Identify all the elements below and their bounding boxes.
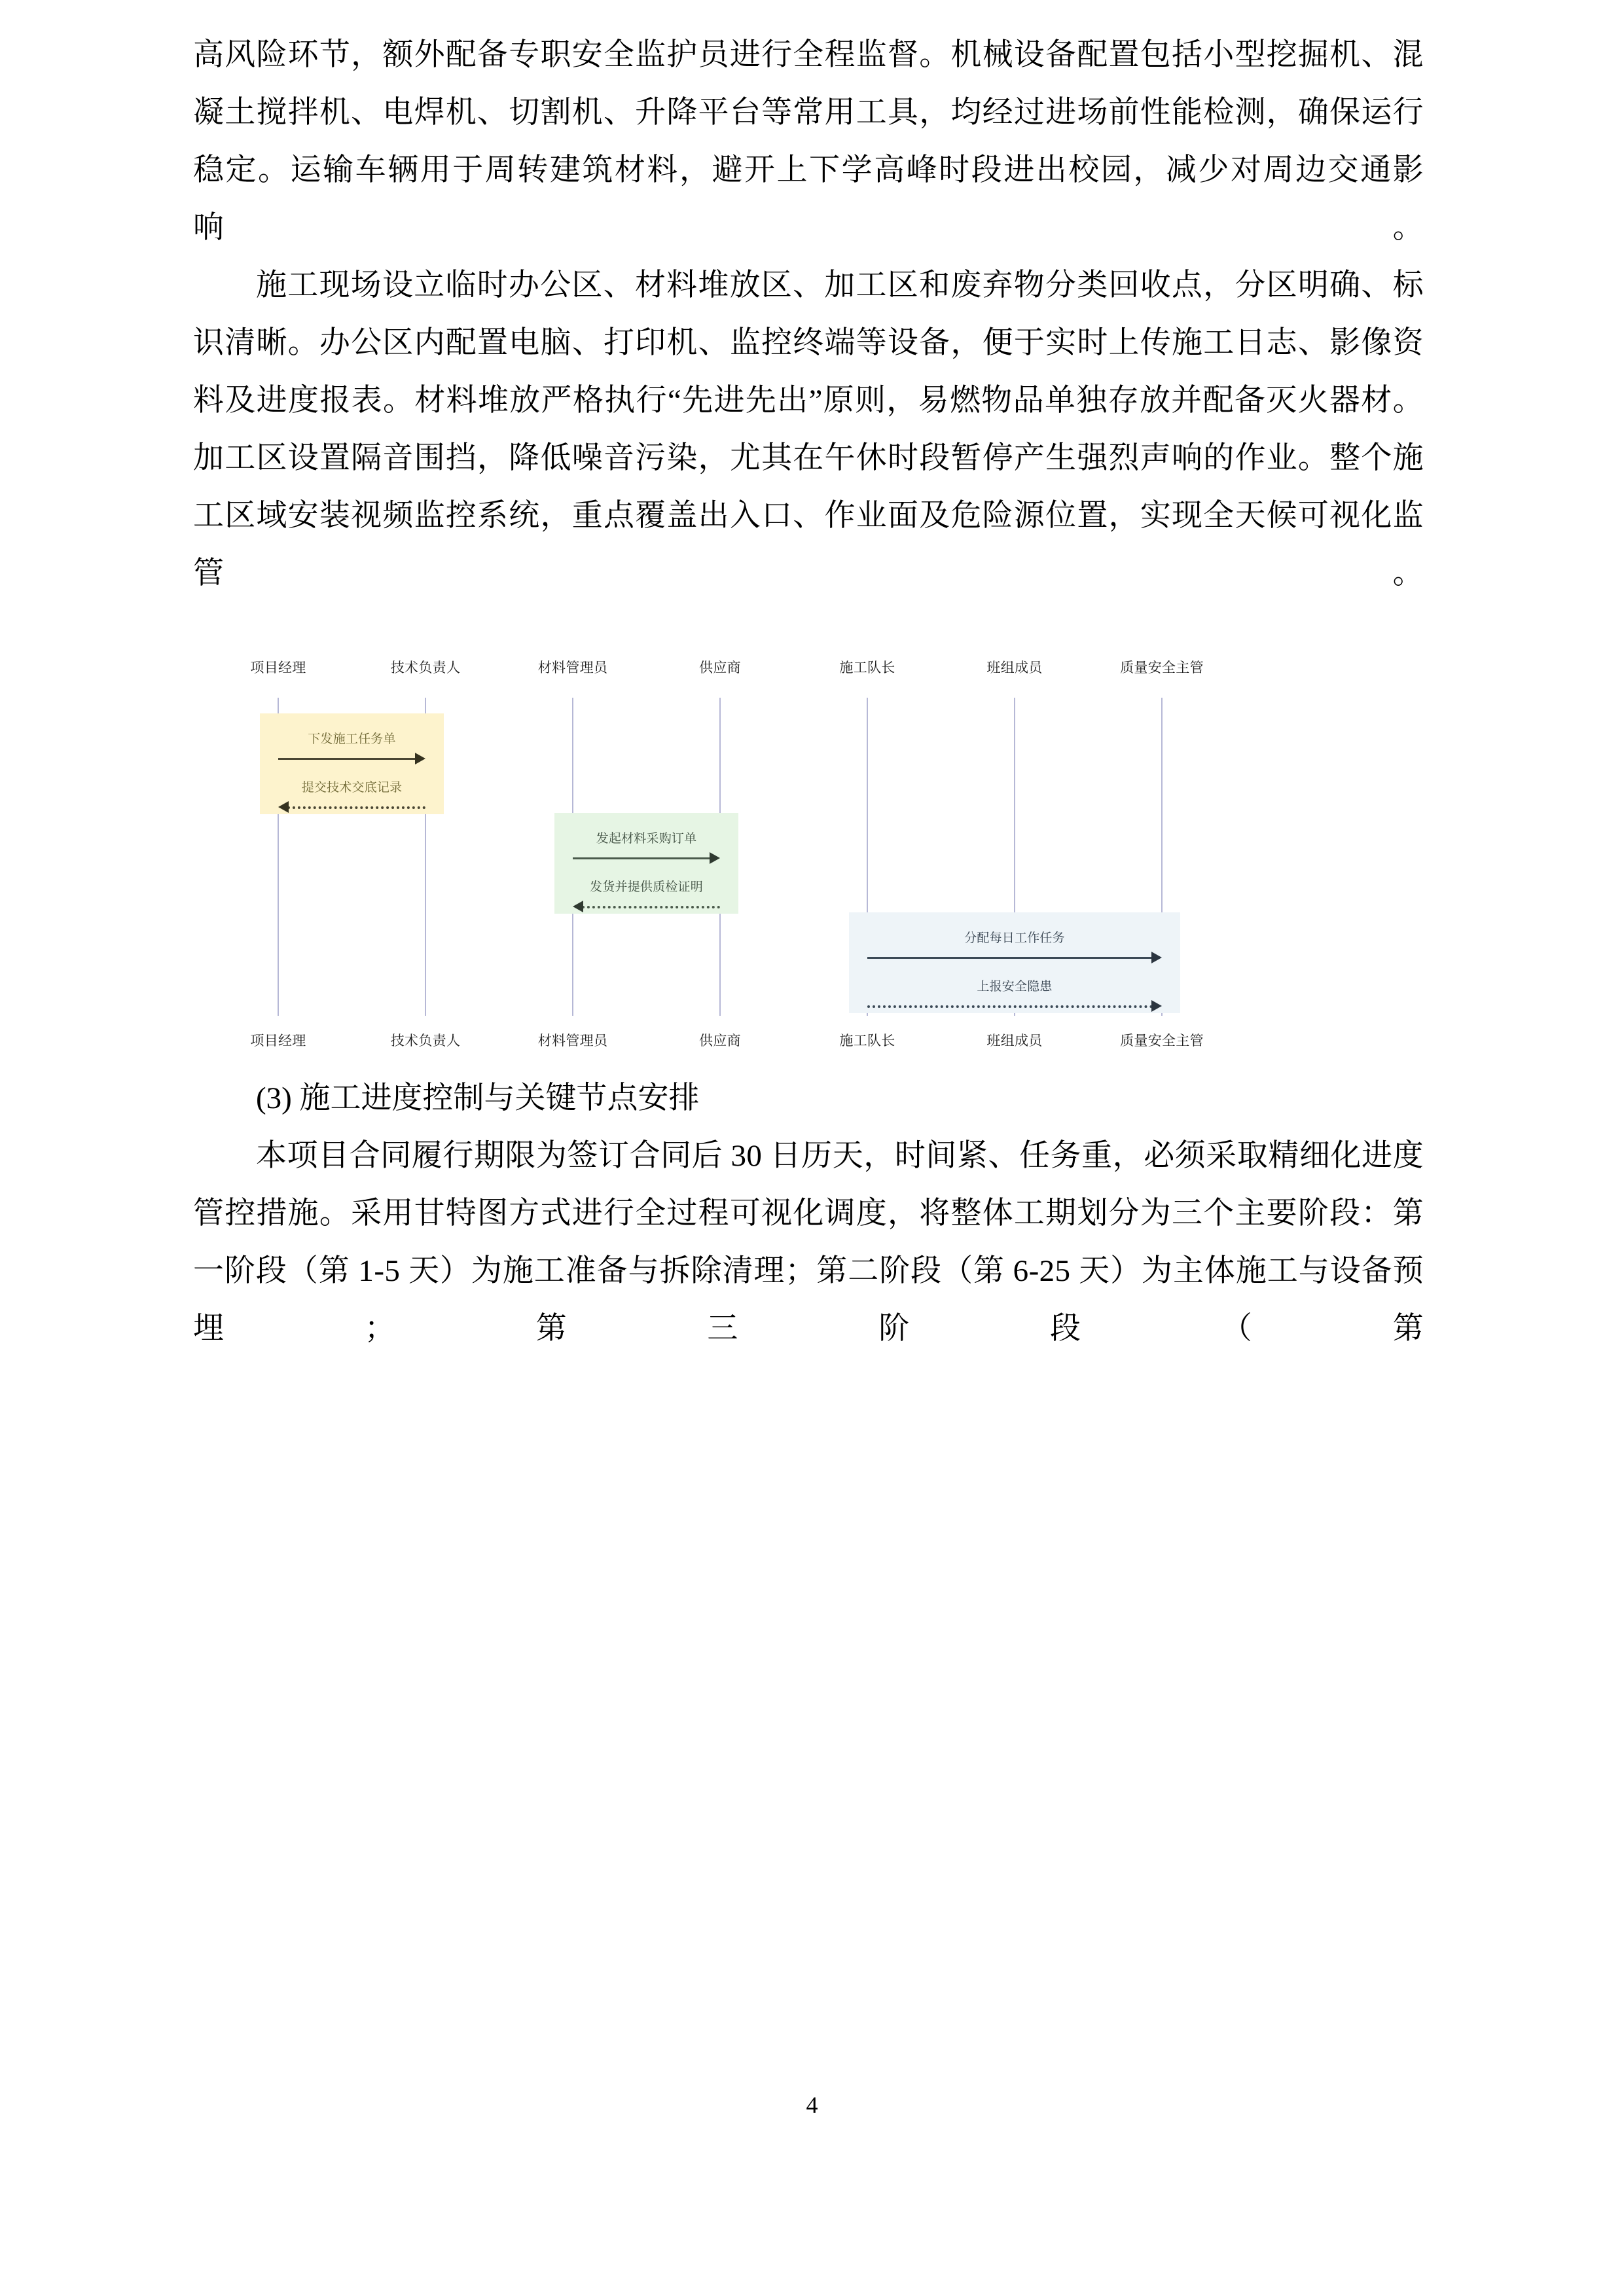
page-number: 4 bbox=[806, 2092, 818, 2118]
sequence-diagram-figure bbox=[193, 657, 1424, 1050]
message-label-group-daily-operations-0: 分配每日工作任务 bbox=[964, 931, 1065, 945]
message-arrowhead-group-daily-operations-0 bbox=[1151, 952, 1162, 963]
message-line-group-daily-operations-1 bbox=[867, 1005, 1153, 1008]
section-heading-schedule-control: (3) 施工进度控制与关键节点安排 bbox=[256, 1081, 700, 1115]
message-label-group-material-procurement-1: 发货并提供质检证明 bbox=[590, 880, 703, 894]
actor-label-top-qa: 质量安全主管 bbox=[1120, 660, 1204, 675]
message-line-group-material-procurement-1 bbox=[582, 906, 720, 908]
paragraph-equipment-and-transport: 高风险环节，额外配备专职安全监护员进行全程监督。机械设备配置包括小型挖掘机、混凝土搅拌机、电焊机、切割机、升降平台等常用工具，均经过进场前性能检测，确保运行稳定。运输车辆用于周转建筑材料，避开上下学高峰时段进出校园，减少对周边交通影响。 bbox=[193, 38, 1424, 245]
message-label-group-task-assignment-0: 下发施工任务单 bbox=[308, 732, 396, 746]
paragraph-site-zoning-and-monitoring: 施工现场设立临时办公区、材料堆放区、加工区和废弃物分类回收点，分区明确、标识清晰。办公区内配置电脑、打印机、监控终端等设备，便于实时上传施工日志、影像资料及进度报表。材料堆放严格执行“先进先出”原则，易燃物品单独存放并配备灭火器材。加工区设置隔音围挡，降低噪音污染，尤其在午休时段暂停产生强烈声响的作业。整个施工区域安装视频监控系统，重点覆盖出入口、作业面及危险源位置，实现全天候可视化监管。 bbox=[193, 268, 1424, 590]
message-arrowhead-group-material-procurement-0 bbox=[710, 852, 720, 864]
message-label-group-material-procurement-0: 发起材料采购订单 bbox=[596, 832, 697, 846]
message-arrowhead-group-task-assignment-0 bbox=[415, 753, 425, 764]
page-content bbox=[193, 26, 1424, 1357]
actor-label-bottom-qa: 质量安全主管 bbox=[1120, 1033, 1204, 1049]
actor-label-top-crew: 班组成员 bbox=[986, 660, 1043, 675]
actor-label-bottom-sup: 供应商 bbox=[699, 1033, 741, 1049]
paragraph-schedule-phases: 本项目合同履行期限为签订合同后 30 日历天，时间紧、任务重，必须采取精细化进度管控措施。采用甘特图方式进行全过程可视化调度，将整体工期划分为三个主要阶段：第一阶段（第 1‑5 天）为施工准备与拆除清理；第二阶段（第 6‑25 天）为主体施工与设备预埋；第三阶段（第 bbox=[193, 1139, 1424, 1346]
actor-label-top-sup: 供应商 bbox=[699, 660, 741, 675]
message-line-group-task-assignment-0 bbox=[278, 758, 416, 760]
message-line-group-task-assignment-1 bbox=[287, 806, 425, 809]
actor-label-top-pm: 项目经理 bbox=[250, 660, 306, 675]
sequence-diagram bbox=[252, 657, 1365, 1050]
actor-label-top-team: 施工队长 bbox=[839, 660, 895, 675]
actor-label-bottom-pm: 项目经理 bbox=[250, 1033, 306, 1049]
message-line-group-daily-operations-0 bbox=[867, 957, 1153, 959]
message-arrowhead-group-daily-operations-1 bbox=[1151, 1000, 1162, 1012]
actor-label-bottom-crew: 班组成员 bbox=[986, 1033, 1043, 1049]
actor-label-bottom-tech: 技术负责人 bbox=[390, 1033, 461, 1049]
actor-label-top-tech: 技术负责人 bbox=[390, 660, 461, 675]
message-line-group-material-procurement-0 bbox=[573, 857, 711, 859]
message-arrowhead-group-material-procurement-1 bbox=[573, 901, 583, 912]
actor-label-bottom-team: 施工队长 bbox=[839, 1033, 895, 1049]
actor-label-bottom-mat: 材料管理员 bbox=[537, 1033, 608, 1049]
message-label-group-task-assignment-1: 提交技术交底记录 bbox=[301, 781, 403, 795]
message-arrowhead-group-task-assignment-1 bbox=[278, 801, 289, 813]
actor-label-top-mat: 材料管理员 bbox=[537, 660, 608, 675]
message-label-group-daily-operations-1: 上报安全隐患 bbox=[977, 980, 1053, 994]
